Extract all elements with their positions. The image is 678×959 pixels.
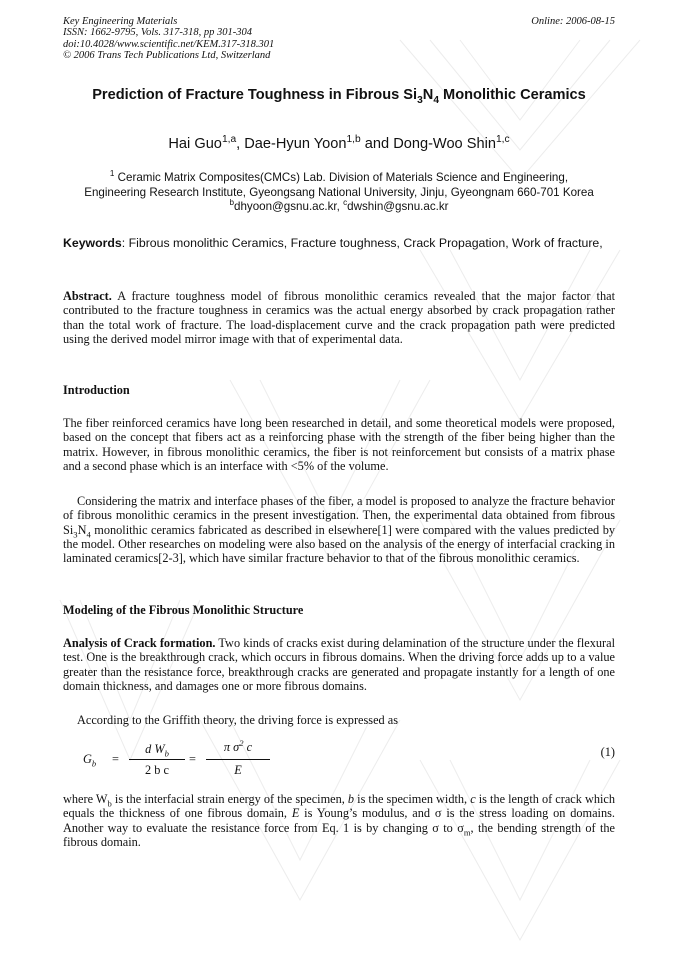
email-link[interactable]: dwshin@gsnu.ac.kr bbox=[347, 200, 449, 213]
eq-lhs: $G_b$ bbox=[83, 752, 97, 769]
eq-numerator-2: π $\sigma^2$ c bbox=[223, 737, 253, 754]
intro-paragraph-2: Considering the matrix and interface phases of the fiber, a model is proposed to analyze the fracture behavior of fibrous monolithic ceramics in the present investigation. Then, the experimental data obtained from fibrous $Si_3N_4$ monolithic ceramics fabricated as described in elsewhere[1] were compared with the values predicted by the model. Other researches on modeling were also based on the analysis of the energy of interfacial cracking in laminated ceramics[2-3], which have similar fracture behavior to that of the fibrous monolithic ceramics. bbox=[63, 494, 615, 566]
journal-name: Key Engineering Materials bbox=[63, 16, 178, 27]
author-list: Hai Guo$^{1,a}$, Dae-Hyun Yoon$^{1,b}$ and Dong-Woo Shin$^{1,c}$ bbox=[168, 134, 510, 152]
section-heading-introduction: Introduction bbox=[63, 383, 130, 397]
journal-header bbox=[63, 16, 615, 62]
equation-1 bbox=[63, 738, 615, 784]
keywords: Keywords: Fibrous monolithic Ceramics, Fracture toughness, Crack Propagation, Work of fracture, bbox=[63, 236, 603, 250]
eq-numerator-1: d $W_b$ bbox=[145, 742, 169, 759]
author-name: Hai Guo bbox=[168, 136, 222, 152]
affiliation: $^1$ Ceramic Matrix Composites(CMCs) Lab. Division of Materials Science and Engineering, Engineering Research Institute, Gyeongsang National University, Jinju, Gyeongnam 660-701 Korea $^b$dhyoon@gsnu.ac.kr, $^c$dwshin@gsnu.ac.kr bbox=[84, 169, 594, 213]
issn-line: ISSN: 1662-9795, Vols. 317-318, pp 301-304 bbox=[63, 27, 252, 39]
copyright-line: © 2006 Trans Tech Publications Ltd, Switzerland bbox=[63, 50, 271, 62]
section-heading-modeling: Modeling of the Fibrous Monolithic Structure bbox=[63, 603, 304, 617]
doi-line: doi:10.4028/www.scientific.net/KEM.317-318.301 bbox=[63, 38, 275, 50]
modeling-paragraph-2: According to the Griffith theory, the driving force is expressed as bbox=[77, 713, 398, 727]
online-date: Online: 2006-08-15 bbox=[531, 16, 615, 27]
modeling-paragraph-1: Analysis of Crack formation. Two kinds of cracks exist during delamination of the structure under the flexural test. One is the breakthrough crack, which occurs in fibrous domains. When the driving force adds up to a value greater than the resistance force, breakthrough cracks are generated and propagate instantly for a length of one domain thickness, and damages one or more fibrous domains. bbox=[63, 636, 615, 693]
author-name: Dae-Hyun Yoon bbox=[244, 136, 347, 152]
abstract: Abstract. A fracture toughness model of fibrous monolithic ceramics revealed that the major factor that contributed to the fracture toughness in ceramics was the actual energy absorbed by crack propagation rather than the total work of fracture. The load-displacement curve and the crack propagation path were predicted using the derived model mirror image with that of experimental data. bbox=[63, 289, 615, 346]
eq-denominator-1: 2 b c bbox=[145, 763, 169, 777]
eq-denominator-2: E bbox=[234, 763, 242, 777]
equation-number: (1) bbox=[600, 745, 615, 759]
modeling-paragraph-3: where $W_b$ is the interfacial strain energy of the specimen, b is the specimen width, c is the length of crack which equals the thickness of one fibrous domain, E is Young’s modulus, and σ is the stress loading on domains. Another way to evaluate the resistance force from Eq. 1 is by changing σ to $\sigma_m$, the bending strength of the fibrous domain. bbox=[63, 792, 616, 849]
email-link[interactable]: dhyoon@gsnu.ac.kr bbox=[234, 200, 337, 213]
author-name: Dong-Woo Shin bbox=[393, 136, 496, 152]
paper-title: Prediction of Fracture Toughness in Fibrous $Si_3N_4$ Monolithic Ceramics bbox=[92, 87, 586, 106]
intro-paragraph-1: The fiber reinforced ceramics have long been researched in detail, and some theoretical models were proposed, based on the concept that fibers act as a reinforcing phase with the strength of the fiber being higher than the matrix. However, in fibrous monolithic ceramics, the fiber is not reinforcement but consists of a matrix phase and a second phase which is an interface with <5% of the volume. bbox=[63, 416, 615, 473]
eq-equals: = bbox=[189, 752, 196, 766]
eq-equals: = bbox=[112, 752, 119, 766]
